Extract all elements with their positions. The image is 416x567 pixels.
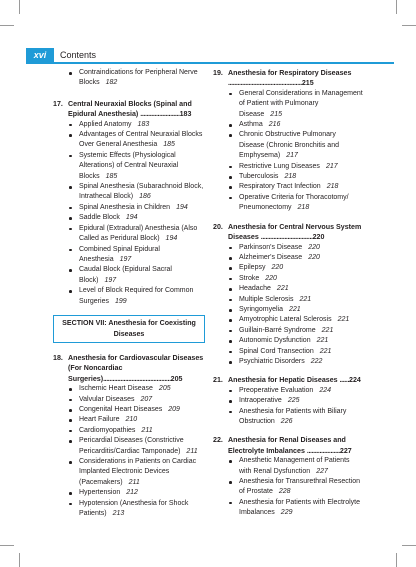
toc-topic[interactable]: Tuberculosis 218 [228,172,363,182]
chapter-20 [213,222,363,368]
toc-topic[interactable]: Valvular Diseases 207 [68,395,205,405]
toc-topic[interactable]: Respiratory Tract Infection 218 [228,182,363,192]
toc-topic[interactable]: Spinal Cord Transection 221 [228,347,363,357]
toc-topic[interactable]: Intraoperative 225 [228,396,363,406]
crop-mark [396,0,397,14]
toc-topic[interactable]: Epidural (Extradural) Anesthesia (Also Called as Peridural Block) 194 [68,224,205,245]
chapter-21 [213,375,363,427]
toc-topic[interactable]: Operative Criteria for Thoracotomy/ Pneumonectomy 218 [228,193,363,214]
toc-topic[interactable]: Syringomyelia 221 [228,305,363,315]
topic-list [213,89,363,214]
toc-topic[interactable]: Saddle Block 194 [68,213,205,223]
crop-mark [19,0,20,14]
page-header [26,48,394,62]
chapter-17 [53,99,205,307]
toc-topic[interactable]: Considerations in Patients on Cardiac Implanted Electronic Devices (Pacemakers) 211 [68,457,205,488]
topic-list [213,243,363,368]
header-rule [26,62,394,64]
chapter-heading[interactable]: 18. Anesthesia for Cardiovascular Diseases (For Noncardiac Surgeries)...........................................205 [53,353,204,383]
chapter-18 [53,353,205,520]
toc-topic[interactable]: Contraindications for Peripheral Nerve Blocks 182 [68,68,205,89]
crop-mark [19,553,20,567]
toc-topic[interactable]: Advantages of Central Neuraxial Blocks Over General Anesthesia 185 [68,130,205,151]
toc-topic[interactable]: Guillain-Barré Syndrome 221 [228,326,363,336]
crop-mark [0,25,14,26]
section-heading[interactable]: SECTION VII: Anesthesia for Coexisting Diseases [53,315,205,343]
crop-mark [0,545,14,546]
toc-topic[interactable]: Applied Anatomy 183 [68,120,205,130]
chapter-heading[interactable]: 20. Anesthesia for Central Nervous System Diseases .................................220 [213,222,362,242]
chapter-16-continued [53,68,205,89]
toc-topic[interactable]: Hypotension (Anesthesia for Shock Patients) 213 [68,499,205,520]
toc-topic[interactable]: Systemic Effects (Physiological Alterations) of Central Neuraxial Blocks 185 [68,151,205,182]
toc-topic[interactable]: Psychiatric Disorders 222 [228,357,363,367]
toc-topic[interactable]: Anesthesia for Patients with Biliary Obstruction 226 [228,407,363,428]
topic-list [53,120,205,307]
toc-topic[interactable]: Ischemic Heart Disease 205 [68,384,205,394]
toc-topic[interactable]: Stroke 220 [228,274,363,284]
toc-topic[interactable]: Congenital Heart Diseases 209 [68,405,205,415]
toc-topic[interactable]: Headache 221 [228,284,363,294]
chapter-22 [213,435,363,518]
toc-topic[interactable]: Chronic Obstructive Pulmonary Disease (Chronic Bronchitis and Emphysema) 217 [228,130,363,161]
toc-topic[interactable]: Heart Failure 210 [68,415,205,425]
crop-mark [402,545,416,546]
toc-topic[interactable]: Preoperative Evaluation 224 [228,386,363,396]
page-title: Contents [60,50,97,60]
toc-topic[interactable]: General Considerations in Management of Patient with Pulmonary Disease 215 [228,89,363,120]
toc-topic[interactable]: Cardiomyopathies 211 [68,426,205,436]
chapter-heading[interactable]: 22. Anesthesia for Renal Diseases and Electrolyte Imbalances .....................227 [213,436,352,455]
toc-topic[interactable]: Spinal Anesthesia in Children 194 [68,203,205,213]
topic-list [213,456,363,518]
toc-topic[interactable]: Anesthetic Management of Patients with Renal Dysfunction 227 [228,456,363,477]
toc-topic[interactable]: Amyotrophic Lateral Sclerosis 221 [228,315,363,325]
page-number-badge: xvi [26,48,54,62]
toc-topic[interactable]: Spinal Anesthesia (Subarachnoid Block, Intrathecal Block) 186 [68,182,205,203]
topic-list [213,386,363,428]
chapter-heading[interactable]: 19. Anesthesia for Respiratory Diseases ...............................................215 [213,69,352,88]
toc-topic[interactable]: Level of Block Required for Common Surgeries 199 [68,286,205,307]
chapter-heading[interactable]: 21. Anesthesia for Hepatic Diseases ......224 [213,376,361,385]
toc-topic[interactable]: Multiple Sclerosis 221 [228,295,363,305]
toc-topic[interactable]: Restrictive Lung Diseases 217 [228,162,363,172]
toc-topic[interactable]: Combined Spinal Epidural Anesthesia 197 [68,245,205,266]
topic-list [53,68,205,89]
toc-topic[interactable]: Anesthesia for Patients with Electrolyte Imbalances 229 [228,498,363,519]
toc-topic[interactable]: Alzheimer's Disease 220 [228,253,363,263]
right-column [213,68,363,527]
left-column [53,68,205,527]
toc-topic[interactable]: Caudal Block (Epidural Sacral Block) 197 [68,265,205,286]
topic-list [53,384,205,519]
chapter-heading[interactable]: 17. Central Neuraxial Blocks (Spinal and Epidural Anesthesia) .........................183 [53,99,192,119]
toc-topic[interactable]: Autonomic Dysfunction 221 [228,336,363,346]
crop-mark [396,553,397,567]
crop-mark [402,25,416,26]
toc-topic[interactable]: Epilepsy 220 [228,263,363,273]
toc-topic[interactable]: Parkinson's Disease 220 [228,243,363,253]
toc-topic[interactable]: Anesthesia for Transurethral Resection of Prostate 228 [228,477,363,498]
toc-topic[interactable]: Pericardial Diseases (Constrictive Pericarditis/Cardiac Tamponade) 211 [68,436,205,457]
toc-topic[interactable]: Hypertension 212 [68,488,205,498]
chapter-19 [213,68,363,214]
toc-topic[interactable]: Asthma 216 [228,120,363,130]
